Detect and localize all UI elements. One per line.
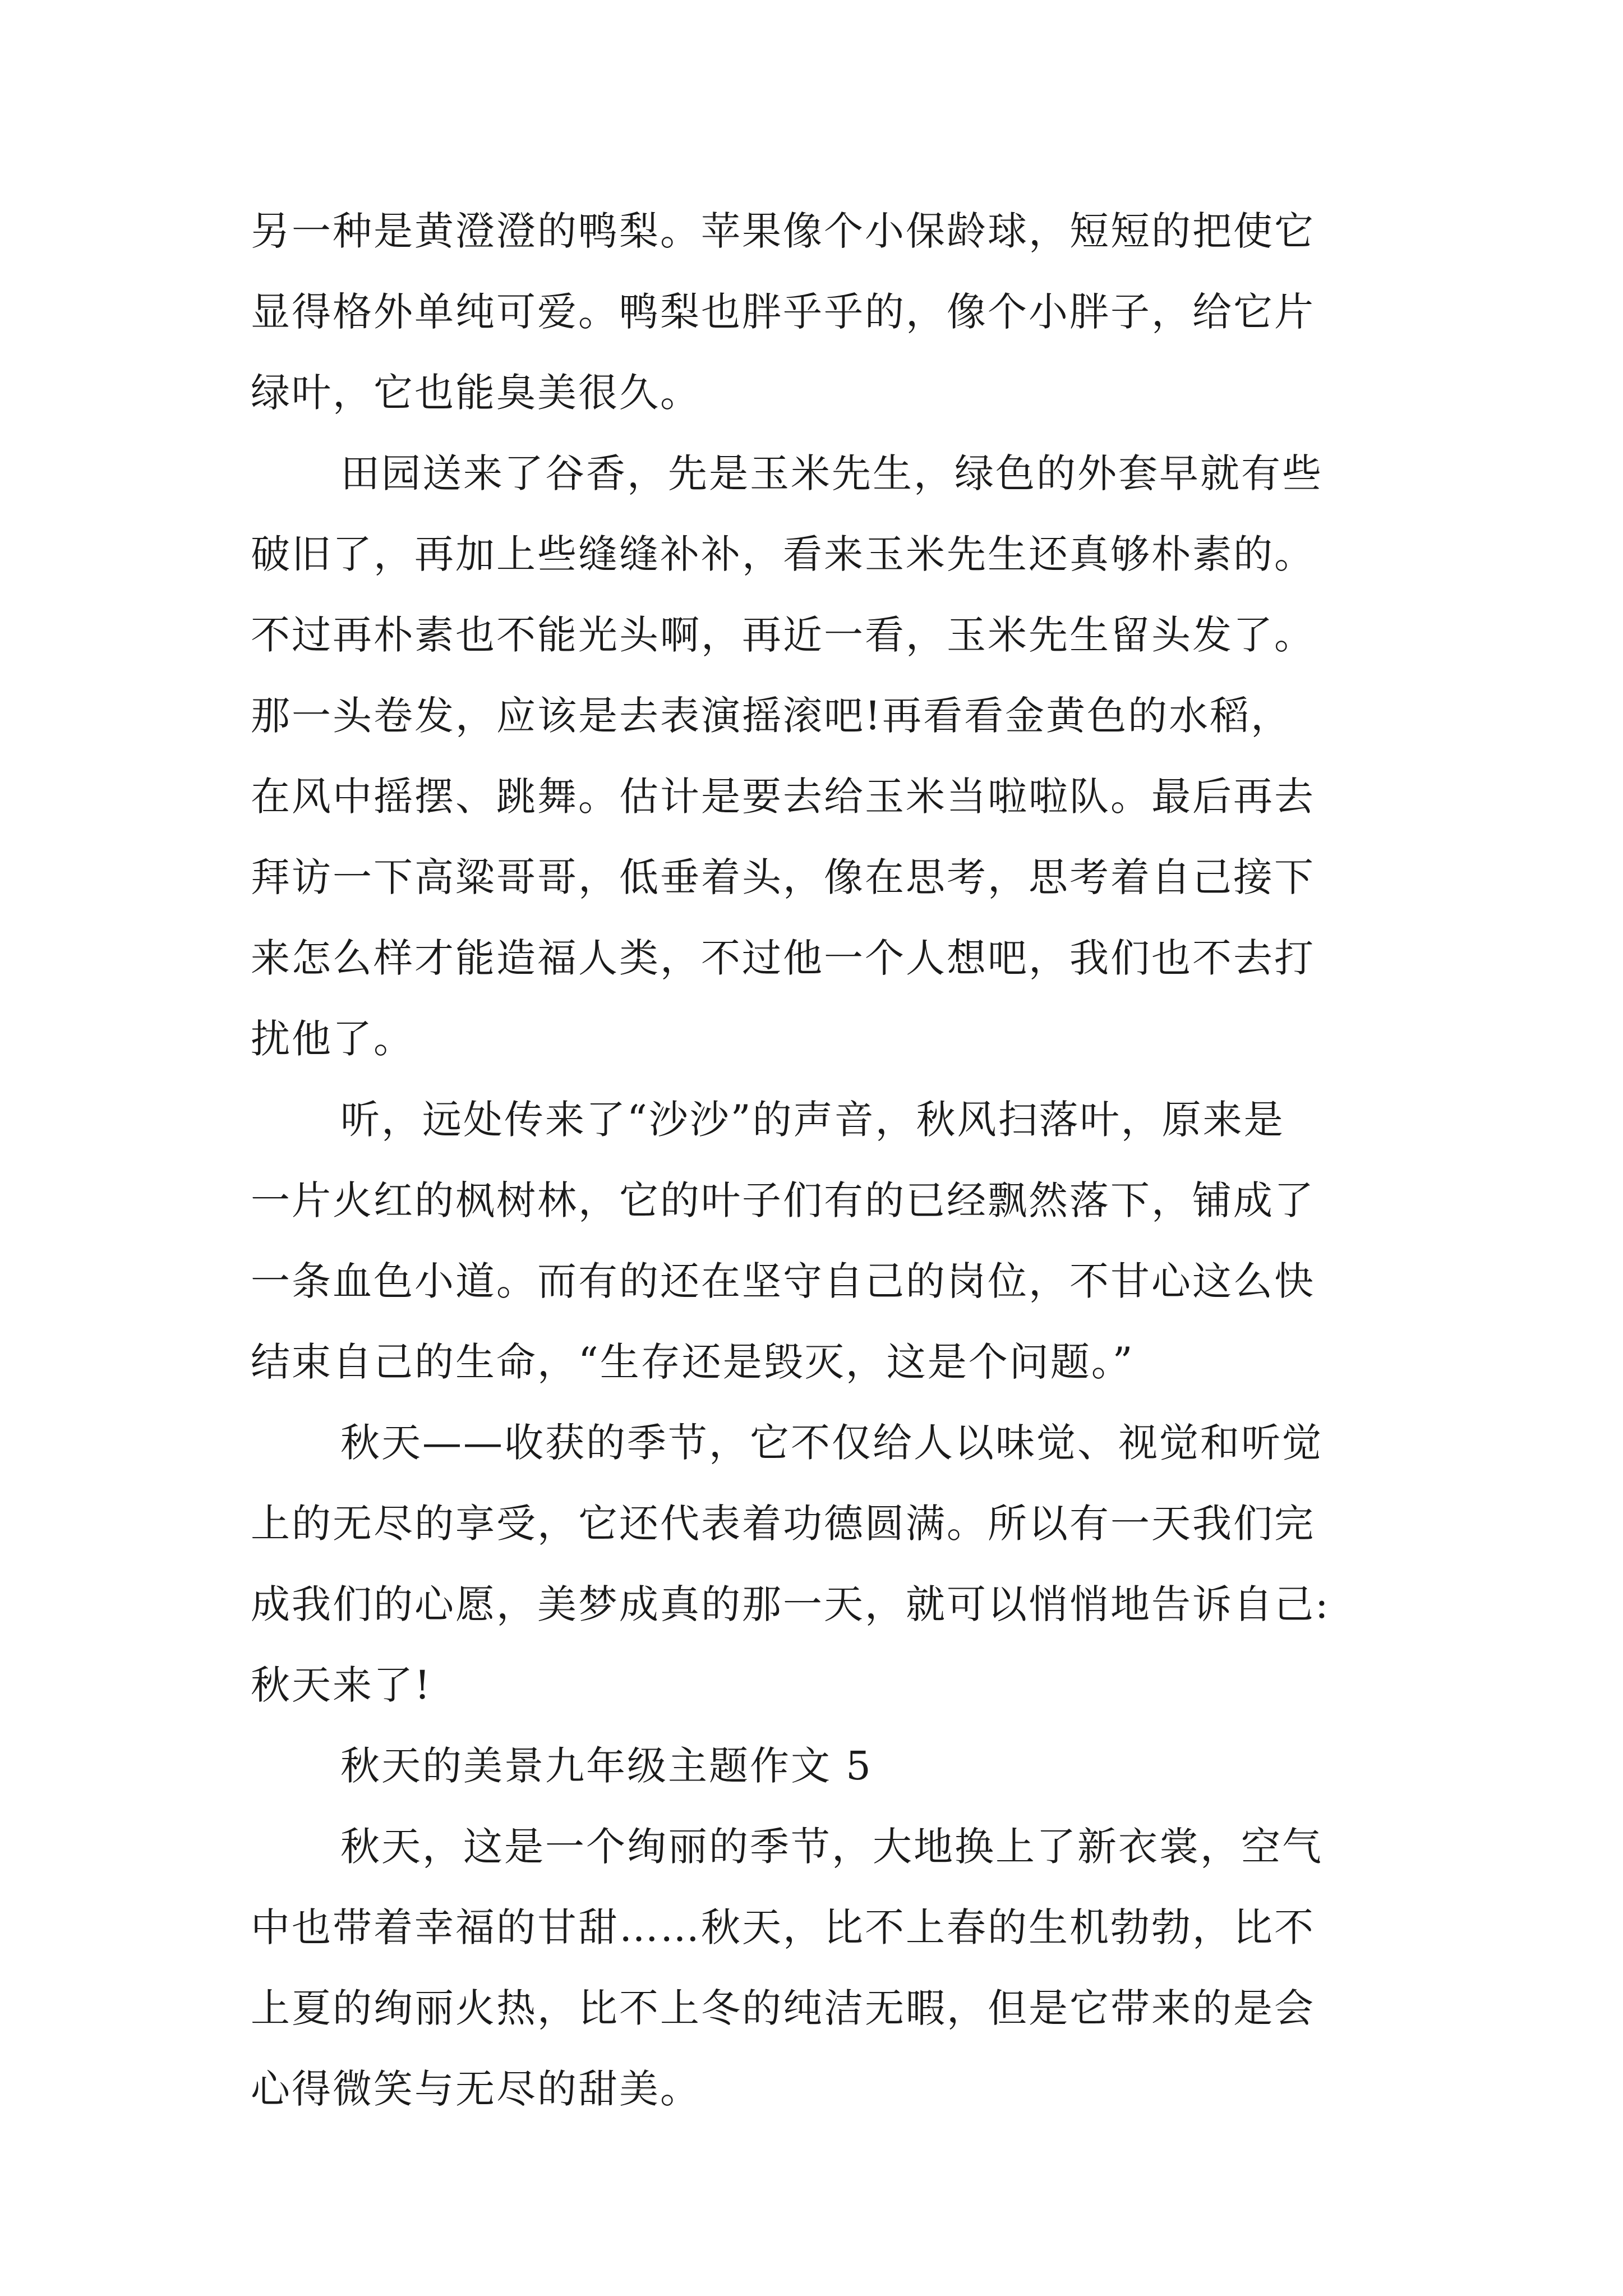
text-line: 在风中摇摆、跳舞。估计是要去给玉米当啦啦队。最后再去 [251, 774, 1315, 820]
text-line: 另一种是黄澄澄的鸭梨。苹果像个小保龄球，短短的把使它 [251, 208, 1315, 254]
document-body [251, 191, 1395, 2129]
text-line: 秋天来了! [251, 1662, 432, 1708]
text-line: 那一头卷发，应该是去表演摇滚吧!再看看金黄色的水稻， [251, 693, 1292, 739]
paragraph-start-line: 秋天，这是一个绚丽的季节，大地换上了新衣裳，空气 [340, 1824, 1323, 1870]
text-line: 上的无尽的享受，它还代表着功德圆满。所以有一天我们完 [251, 1501, 1315, 1547]
paragraph-start-line: 秋天——收获的季节，它不仅给人以味觉、视觉和听觉 [340, 1420, 1323, 1466]
text-line: 来怎么样才能造福人类，不过他一个人想吧，我们也不去打 [251, 935, 1315, 981]
text-line: 中也带着幸福的甘甜……秋天，比不上春的生机勃勃，比不 [251, 1904, 1315, 1950]
text-line: 结束自己的生命，“生存还是毁灭，这是个问题。” [251, 1339, 1135, 1385]
text-line: 一片火红的枫树林，它的叶子们有的已经飘然落下，铺成了 [251, 1177, 1315, 1223]
text-line: 成我们的心愿，美梦成真的那一天，就可以悄悄地告诉自己: [251, 1581, 1330, 1627]
text-line: 心得微笑与无尽的甜美。 [251, 2066, 701, 2112]
paragraph-start-line: 听，远处传来了“沙沙”的声音，秋风扫落叶，原来是 [340, 1097, 1285, 1143]
text-line: 拜访一下高粱哥哥，低垂着头，像在思考，思考着自己接下 [251, 854, 1315, 900]
text-line: 绿叶，它也能臭美很久。 [251, 370, 701, 416]
text-line: 破旧了，再加上些缝缝补补，看来玉米先生还真够朴素的。 [251, 531, 1315, 577]
section-title: 秋天的美景九年级主题作文 5 [340, 1743, 873, 1789]
text-line: 一条血色小道。而有的还在坚守自己的岗位，不甘心这么快 [251, 1258, 1315, 1304]
paragraph-start-line: 田园送来了谷香，先是玉米先生，绿色的外套早就有些 [340, 450, 1323, 496]
text-line: 不过再朴素也不能光头啊，再近一看，玉米先生留头发了。 [251, 612, 1315, 658]
text-line: 显得格外单纯可爱。鸭梨也胖乎乎的，像个小胖子，给它片 [251, 289, 1315, 335]
text-line: 扰他了。 [251, 1016, 414, 1062]
text-line: 上夏的绚丽火热，比不上冬的纯洁无暇，但是它带来的是会 [251, 1985, 1315, 2031]
